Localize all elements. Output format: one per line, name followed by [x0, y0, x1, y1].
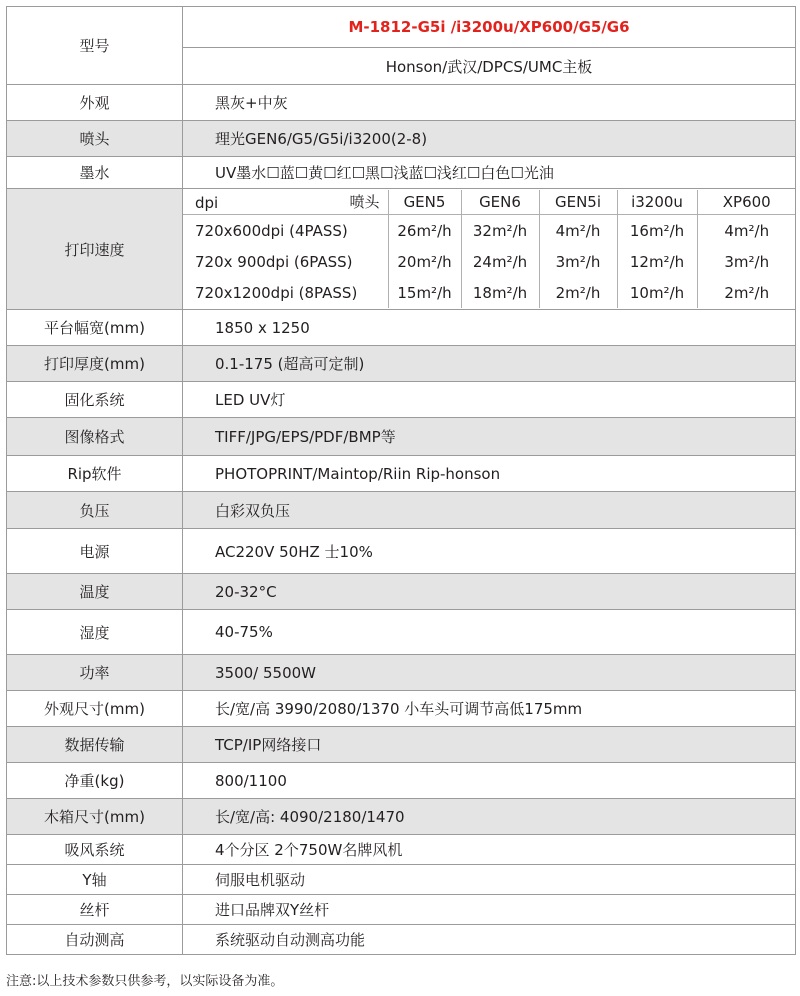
- speed-value: 32m²/h: [461, 215, 539, 247]
- row-label: 负压: [7, 492, 183, 529]
- speed-value: 15m²/h: [388, 277, 461, 308]
- speed-row: [7, 189, 796, 310]
- speed-value: 4m²/h: [539, 215, 617, 247]
- disclaimer-note: 注意:以上技术参数只供参考，以实际设备为准。: [6, 974, 284, 989]
- spec-row: [7, 418, 796, 456]
- row-value: AC220V 50HZ 士10%: [183, 529, 796, 574]
- spec-row: [7, 456, 796, 492]
- speed-value: 3m²/h: [697, 246, 796, 277]
- row-value: UV墨水☐蓝☐黄☐红☐黑☐浅蓝☐浅红☐白色☐光油: [183, 157, 796, 189]
- speed-value: 20m²/h: [388, 246, 461, 277]
- row-label: 喷头: [7, 121, 183, 157]
- row-label: Y轴: [7, 865, 183, 895]
- row-label: 平台幅宽(mm): [7, 310, 183, 346]
- row-value: 40-75%: [183, 610, 796, 655]
- spec-row: [7, 85, 796, 121]
- spec-row: [7, 346, 796, 382]
- speed-value: 12m²/h: [617, 246, 697, 277]
- head-column: GEN5i: [539, 190, 617, 215]
- row-label: 木箱尺寸(mm): [7, 799, 183, 835]
- row-value: TCP/IP网络接口: [183, 727, 796, 763]
- spec-row: [7, 763, 796, 799]
- speed-header-row: [183, 190, 796, 215]
- speed-value: 3m²/h: [539, 246, 617, 277]
- spec-row: [7, 925, 796, 955]
- spec-row: [7, 310, 796, 346]
- model-value: M-1812-G5i /i3200u/XP600/G5/G6: [183, 7, 796, 48]
- spec-row: [7, 691, 796, 727]
- row-label: 图像格式: [7, 418, 183, 456]
- row-label: 外观: [7, 85, 183, 121]
- row-label: 电源: [7, 529, 183, 574]
- row-label: 净重(kg): [7, 763, 183, 799]
- row-value: PHOTOPRINT/Maintop/Riin Rip-honson: [183, 456, 796, 492]
- row-label: 吸风系统: [7, 835, 183, 865]
- board-value: Honson/武汉/DPCS/UMC主板: [183, 48, 796, 85]
- speed-table-cell: [183, 189, 796, 310]
- row-label: 湿度: [7, 610, 183, 655]
- row-value: 0.1-175 (超高可定制): [183, 346, 796, 382]
- row-label: 墨水: [7, 157, 183, 189]
- spec-table: [6, 6, 796, 955]
- speed-data-row: [183, 277, 796, 308]
- speed-value: 18m²/h: [461, 277, 539, 308]
- spec-row: [7, 492, 796, 529]
- spec-row: [7, 799, 796, 835]
- row-value: 800/1100: [183, 763, 796, 799]
- row-value: 1850 x 1250: [183, 310, 796, 346]
- spec-row: [7, 529, 796, 574]
- head-column: GEN6: [461, 190, 539, 215]
- head-column: GEN5: [388, 190, 461, 215]
- spec-row: [7, 574, 796, 610]
- row-value: 4个分区 2个750W名牌风机: [183, 835, 796, 865]
- row-value: 进口品牌双Y丝杆: [183, 895, 796, 925]
- spec-row: [7, 157, 796, 189]
- row-value: 黑灰+中灰: [183, 85, 796, 121]
- model-row: [7, 7, 796, 48]
- spec-row: [7, 610, 796, 655]
- row-label: 打印厚度(mm): [7, 346, 183, 382]
- row-label: 型号: [7, 7, 183, 85]
- row-value: 伺服电机驱动: [183, 865, 796, 895]
- row-value: 理光GEN6/G5/G5i/i3200(2-8): [183, 121, 796, 157]
- row-label: Rip软件: [7, 456, 183, 492]
- print-mode: 720x1200dpi (8PASS): [195, 283, 358, 302]
- row-label: 自动测高: [7, 925, 183, 955]
- print-mode: 720x600dpi (4PASS): [195, 221, 348, 240]
- row-value: TIFF/JPG/EPS/PDF/BMP等: [183, 418, 796, 456]
- spec-row: [7, 121, 796, 157]
- row-value: LED UV灯: [183, 382, 796, 418]
- spec-row: [7, 895, 796, 925]
- row-value: 系统驱动自动测高功能: [183, 925, 796, 955]
- speed-table: [183, 190, 796, 308]
- nozzle-label: 喷头: [349, 193, 380, 211]
- dpi-label: dpi: [195, 194, 219, 212]
- row-value: 20-32°C: [183, 574, 796, 610]
- row-label: 丝杆: [7, 895, 183, 925]
- speed-value: 10m²/h: [617, 277, 697, 308]
- row-label: 功率: [7, 655, 183, 691]
- row-label: 打印速度: [7, 189, 183, 310]
- speed-value: 2m²/h: [697, 277, 796, 308]
- row-label: 外观尺寸(mm): [7, 691, 183, 727]
- speed-value: 16m²/h: [617, 215, 697, 247]
- row-label: 数据传输: [7, 727, 183, 763]
- speed-data-row: [183, 246, 796, 277]
- row-label: 固化系统: [7, 382, 183, 418]
- print-mode: 720x 900dpi (6PASS): [195, 252, 353, 271]
- speed-value: 4m²/h: [697, 215, 796, 247]
- spec-row: [7, 865, 796, 895]
- row-value: 白彩双负压: [183, 492, 796, 529]
- spec-row: [7, 655, 796, 691]
- row-value: 长/宽/高: 4090/2180/1470: [183, 799, 796, 835]
- dpi-nozzle-corner: [183, 190, 388, 215]
- spec-row: [7, 835, 796, 865]
- spec-row: [7, 382, 796, 418]
- spec-row: [7, 727, 796, 763]
- speed-value: 24m²/h: [461, 246, 539, 277]
- speed-value: 26m²/h: [388, 215, 461, 247]
- speed-value: 2m²/h: [539, 277, 617, 308]
- speed-data-row: [183, 215, 796, 247]
- row-value: 3500/ 5500W: [183, 655, 796, 691]
- head-column: i3200u: [617, 190, 697, 215]
- head-column: XP600: [697, 190, 796, 215]
- row-label: 温度: [7, 574, 183, 610]
- row-value: 长/宽/高 3990/2080/1370 小车头可调节高低175mm: [183, 691, 796, 727]
